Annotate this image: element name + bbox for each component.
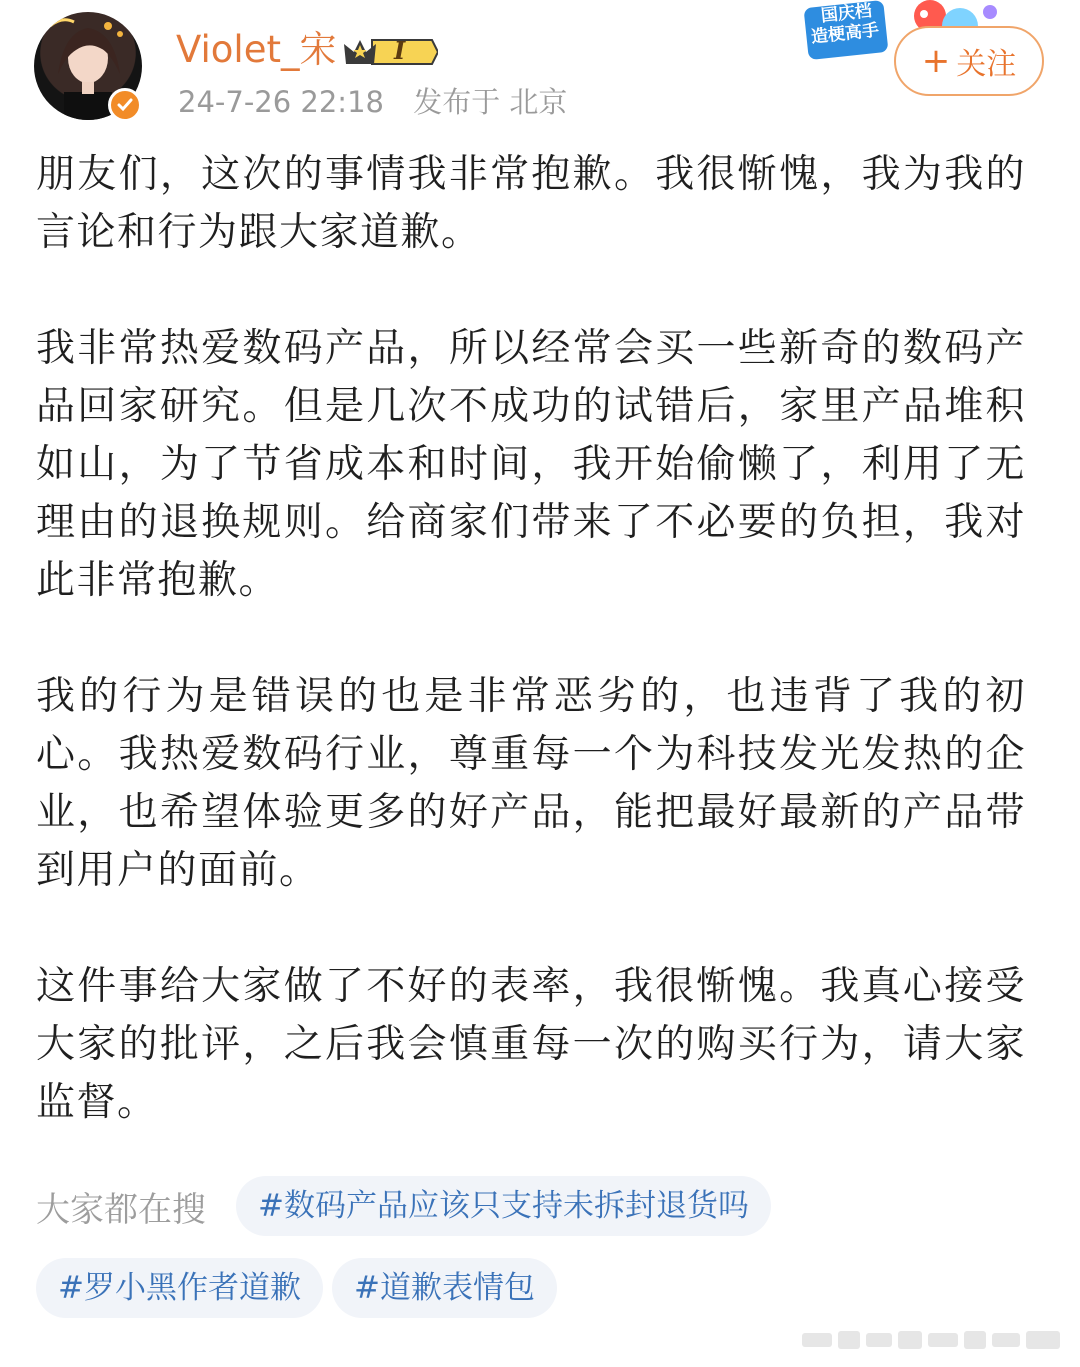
post-paragraph: 这件事给大家做了不好的表率，我很惭愧。我真心接受大家的批评，之后我会慎重每一次的购买行为，请大家监督。 [36,964,1026,1125]
campaign-text: 国庆档 造梗高手 [810,1,880,48]
post-meta [178,84,587,120]
level-crown-icon [342,34,438,70]
watermark [802,1327,1062,1353]
trending-tag[interactable]: #罗小黑作者道歉 [36,1258,323,1318]
post-date: 24-7-26 22:18 [178,85,384,119]
level-value: I [394,36,406,65]
post-paragraph: 朋友们，这次的事情我非常抱歉。我很惭愧，我为我的言论和行为跟大家道歉。 [36,152,1026,255]
trending-tag[interactable]: #数码产品应该只支持未拆封退货吗 [236,1176,771,1236]
follow-label: 关注 [956,47,1017,82]
author-name[interactable]: Violet_宋 [176,28,337,71]
post-paragraph: 我非常热爱数码产品，所以经常会买一些新奇的数码产品回家研究。但是几次不成功的试错后，家里产品堆积如山，为了节省成本和时间，我开始偷懒了，利用了无理由的退换规则。给商家们带来了不必要的负担，我对此非常抱歉。 [36,326,1026,603]
trending-label: 大家都在搜 [36,1190,206,1230]
post-header [0,0,1080,140]
post-paragraph: 我的行为是错误的也是非常恶劣的，也违背了我的初心。我热爱数码行业，尊重每一个为科技发光发热的企业，也希望体验更多的好产品，能把最好最新的产品带到用户的面前。 [36,674,1026,893]
post-body [36,146,1026,1190]
trending-tag[interactable]: #道歉表情包 [332,1258,557,1318]
follow-button[interactable] [894,26,1044,96]
verified-badge-icon [108,88,142,122]
plus-icon: + [921,41,951,81]
post-location: 发布于 北京 [413,85,568,119]
